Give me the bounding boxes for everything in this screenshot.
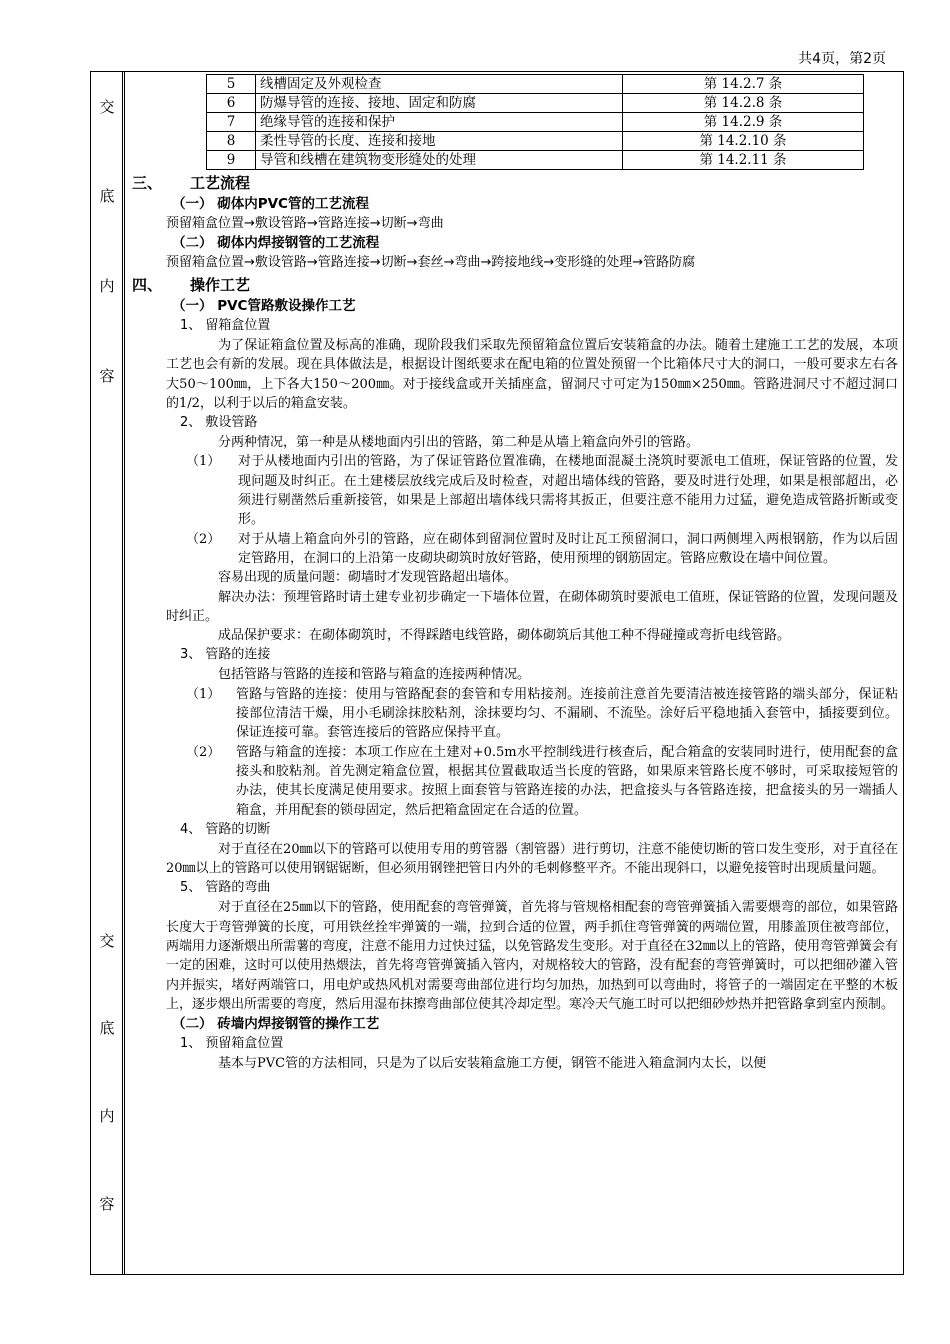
paragraph [128,433,898,452]
left-label: 内 [99,1107,115,1125]
step-title: 1、 留箱盒位置 [180,318,271,333]
process-flow: 预留箱盒位置→敷设管路→管路连接→切断→套丝→弯曲→跨接地线→变形缝的处理→管路防腐 [166,255,696,270]
table-cell-clause: 第 14.2.7 条 [623,75,864,94]
paragraph [128,898,898,1014]
table-row [207,132,864,151]
item-marker: （1） [186,454,221,470]
left-label: 容 [99,1195,115,1213]
table-row [207,75,864,94]
table-cell-clause: 第 14.2.8 条 [623,94,864,113]
page-number: 共4页，第2页 [798,51,886,67]
left-label-column [91,72,123,1274]
solution-text: 解决办法：预埋管路时请土建专业初步确定一下墙体位置，在砌体砌筑时要派电工值班，保证管路的位置，发现问题及时纠正。 [166,589,898,624]
table-cell-no: 9 [207,151,256,170]
section-3-title: 工艺流程 [190,174,251,192]
section-4-number: 四、 [132,276,163,294]
table-cell-name: 导管和线槽在建筑物变形缝处的处理 [256,151,623,170]
numbered-item [128,685,898,743]
step-title: 2、 敷设管路 [180,415,258,431]
paragraph-text: 对于直径在20㎜以下的管路可以使用专用的剪管器（割管器）进行剪切，注意不能使切断的管口发生变形，对于直径在20㎜以上的管路可以使用钢锯锯断，但必须用钢锉把管日内外的毛刺修整平齐。不能出现斜口，以避免接管时出现质量问题。 [166,841,898,877]
inspection-items-table [206,74,864,170]
step-title: 5、 管路的弯曲 [180,880,271,896]
paragraph [128,665,898,684]
table-row [207,151,864,170]
item-text: 对于从楼地面内引出的管路，为了保证管路位置准确，在楼地面混凝土浇筑时要派电工值班，保证管路的位置，发现问题及时纠正。在土建楼层放线完成后及时检查，对超出墙体线的管路，要及时进行处理，如果是根部超出，必须进行剔凿然后重新接管，如果是上部超出墙体线只需将其扳正，但要注意不能用力过猛，避免造成管路折断或变形。 [238,454,898,528]
table-cell-name: 绝缘导管的连接和保护 [256,113,623,132]
left-label: 底 [99,187,115,205]
step-title: 3、 管路的连接 [180,647,271,663]
item-text: 管路与管路的连接：使用与管路配套的套管和专用粘接剂。连接前注意首先要清洁被连接管路的端头部分，保证粘接部位清洁干燥，用小毛刷涂抹胶粘剂，涂抹要均匀、不漏刷、不流坠。涂好后平稳地插入套管中，插接要到位。保证连接可靠。套管连接后的管路应保持平直。 [236,686,898,741]
table-row [207,94,864,113]
numbered-item [128,530,898,569]
table-cell-no: 5 [207,75,256,94]
table-cell-clause: 第 14.2.9 条 [623,113,864,132]
paragraph-text: 分两种情况，第一种是从楼地面内引出的管路，第二种是从墙上箱盒向外引的管路。 [218,435,700,451]
protection-text: 成品保护要求：在砌体砌筑时，不得踩踏电线管路，砌体砌筑后其他工种不得碰撞或弯折电线管路。 [218,628,791,644]
quality-problem: 容易出现的质量问题：砌墙时才发现管路超出墙体。 [218,570,518,586]
subsection-title: （一） PVC管路敷设操作工艺 [172,298,356,314]
paragraph [128,588,898,627]
paragraph [128,626,898,645]
table-cell-no: 6 [207,94,256,113]
section-4-title: 操作工艺 [190,276,251,294]
table-cell-name: 线槽固定及外观检查 [256,75,623,94]
subsection-title: （一） 砌体内PVC管的工艺流程 [172,196,369,212]
subsection-title: （二） 砌体内焊接钢管的工艺流程 [172,235,380,251]
table-cell-no: 8 [207,132,256,151]
table-cell-no: 7 [207,113,256,132]
item-marker: （2） [186,531,221,547]
left-label: 交 [99,98,115,116]
table-cell-clause: 第 14.2.10 条 [623,132,864,151]
item-text: 对于从墙上箱盒向外引的管路，应在砌体到留洞位置时及时让瓦工预留洞口，洞口两侧埋入两根钢筋，作为以后固定管路用，在洞口的上沿第一皮砌块砌筑时放好管路，使用预埋的钢筋固定。管路应敷设在墙中间位置。 [238,531,898,566]
paragraph [128,1054,898,1073]
section-3-number: 三、 [132,174,163,192]
paragraph-text: 包括管路与管路的连接和管路与箱盒的连接两种情况。 [218,667,531,683]
left-label: 容 [99,367,115,385]
paragraph-text: 基本与PVC管的方法相同，只是为了以后安装箱盒施工方便，钢管不能进入箱盒洞内太长，以便 [218,1056,767,1072]
section-4-heading [132,274,898,296]
item-text: 管路与箱盒的连接：本项工作应在土建对+0.5m水平控制线进行核查后，配合箱盒的安装同时进行，使用配套的盒接头和胶粘剂。首先测定箱盒位置，根据其位置截取适当长度的管路，如果原来管路长度不够时，可采取接短管的办法，使其长度满足使用要求。按照上面套管与管路连接的办法，把盒接头与各管路连接，把盒接头的另一端插人箱盒，并用配套的锁母固定，然后把箱盒固定在合适的位置。 [236,744,898,818]
left-label: 底 [99,1019,115,1037]
paragraph [128,336,898,413]
paragraph [128,840,898,879]
item-marker: （1） [186,686,221,702]
section-3-heading [132,172,898,194]
content-area [128,74,898,1074]
step-title: 1、 预留箱盒位置 [180,1036,284,1052]
process-flow: 预留箱盒位置→敷设管路→管路连接→切断→弯曲 [166,216,444,231]
table-cell-name: 柔性导管的长度、连接和接地 [256,132,623,151]
paragraph-text: 对于直径在25㎜以下的管路，使用配套的弯管弹簧，首先将与管规格相配套的弯管弹簧插入需要煨弯的部位，如果管路长度大于弯管弹簧的长度，可用铁丝拴牢弹簧的一端，拉到合适的位置，两手抓住弯管弹簧的两端位置，用膝盖顶住被弯部位，两端用力逐渐煨出所需薯的弯度，注意不能用力过快过猛，以免管路发生变形。对于直径在32㎜以上的管路，使用弯管弹簧会有一定的困难，这时可以使用热煨法，首先将弯管弹簧插入管内，对规格较大的管路，没有配套的弯管弹簧时，可以把细砂灌入管内并振实，堵好两端管口，用电炉或热风机对需要弯曲部位进行均匀加热，加热到可以弯曲时，将管子的一端固定在平整的木板上，逐步煨出所需要的弯度，然后用湿布抹擦弯曲部位使其冷却定型。寒冷天气施工时可以把细砂炒热并把管路拿到室内预制。 [166,900,898,1012]
table-cell-name: 防爆导管的连接、接地、固定和防腐 [256,94,623,113]
inner-divider [124,72,125,1275]
item-marker: （2） [186,744,221,760]
left-label: 内 [99,277,115,295]
table-cell-clause: 第 14.2.11 条 [623,151,864,170]
numbered-item [128,743,898,820]
left-label: 交 [99,932,115,950]
numbered-item [128,452,898,529]
table-row [207,113,864,132]
step-title: 4、 管路的切断 [180,821,271,837]
subsection-title: （二） 砖墙内焊接钢管的操作工艺 [172,1016,380,1033]
paragraph-text: 为了保证箱盒位置及标高的准确，现阶段我们采取先预留箱盒位置后安装箱盒的办法。随着土建施工工艺的发展，本项工艺也会有新的发展。现在具体做法是，根据设计图纸要求在配电箱的位置处预留一个比箱体尺寸大的洞口，一般可要求左右各大50～100㎜，上下各大150～200㎜。对于接线盒或开关插座盒，留洞尺寸可定为150㎜×250㎜。管路进洞尺寸不超过洞口的1/2，以利于以后的箱盒安装。 [166,338,898,411]
